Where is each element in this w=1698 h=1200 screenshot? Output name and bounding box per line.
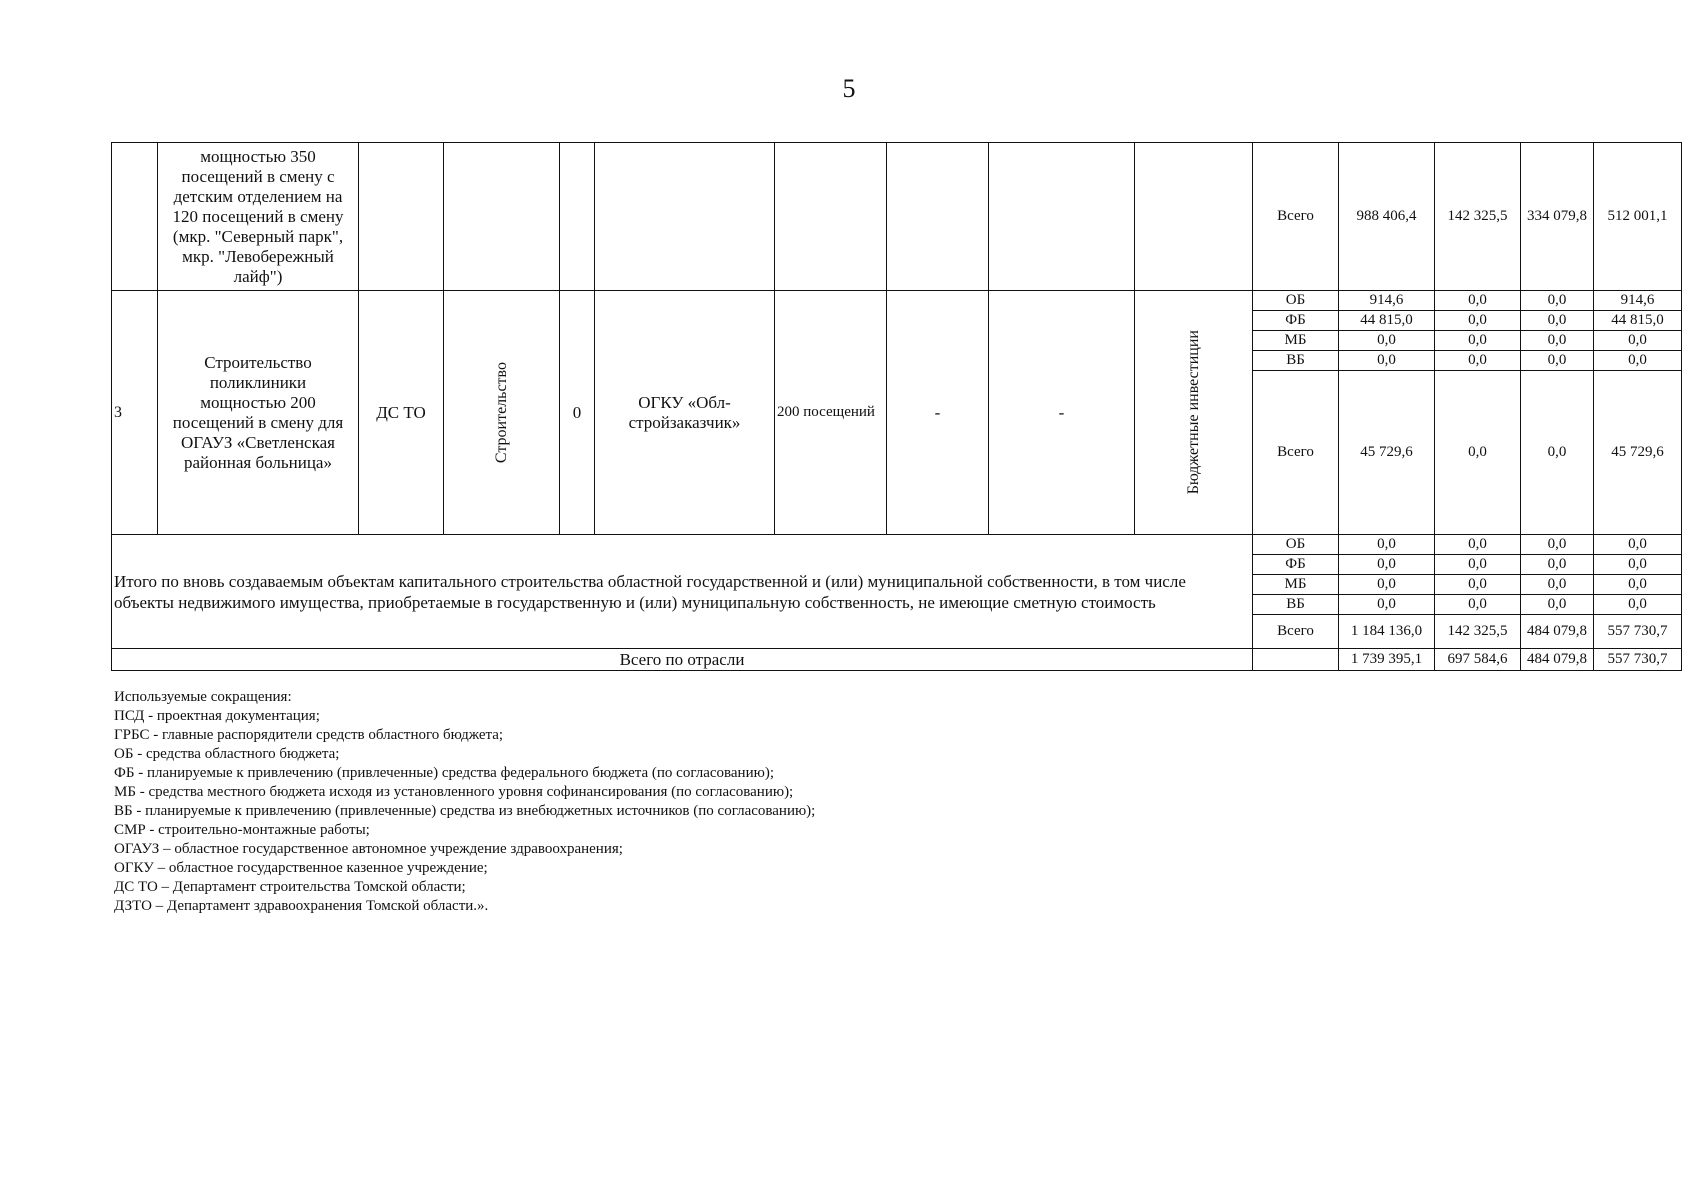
note-line: ГРБС - главные распорядители средств областного бюджета; xyxy=(114,727,504,743)
value-cell: 557 730,7 xyxy=(1594,615,1682,649)
note-line: МБ - средства местного бюджета исходя из установленного уровня софинансирования (по согласованию); xyxy=(114,784,794,800)
grbs-cell: ДС ТО xyxy=(359,291,444,535)
empty-cell xyxy=(1253,649,1339,671)
value-cell: 0,0 xyxy=(1435,595,1521,615)
empty-cell xyxy=(595,143,775,291)
value-cell: 44 815,0 xyxy=(1339,311,1435,331)
value-cell: 0,0 xyxy=(1521,351,1594,371)
fund-label: Всего xyxy=(1253,143,1339,291)
itogo-text: Итого по вновь создаваемым объектам капитального строительства областной государственной и (или) муниципальной собственности, в том числе объекты недвижимого имущества, приобретаемые в государственную и (или) муниципальную собственность, не имеющие сметную стоимость xyxy=(112,535,1253,649)
customer-line: стройзаказчик» xyxy=(628,412,741,432)
name-line: лайф") xyxy=(233,266,283,286)
note-line: ДС ТО – Департамент строительства Томской области; xyxy=(114,879,466,895)
note-line: ВБ - планируемые к привлечению (привлеченные) средства из внебюджетных источников (по согласованию); xyxy=(114,803,816,819)
value-cell: 697 584,6 xyxy=(1435,649,1521,671)
value-cell: 0,0 xyxy=(1435,311,1521,331)
value-cell: 0,0 xyxy=(1339,351,1435,371)
name-line: посещений в смену для xyxy=(172,412,344,432)
value-cell: 988 406,4 xyxy=(1339,143,1435,291)
page-number: 5 xyxy=(842,74,856,103)
value-cell: 142 325,5 xyxy=(1435,615,1521,649)
note-line: ПСД - проектная документация; xyxy=(114,708,320,724)
work-type-text: Строительство xyxy=(492,361,510,464)
capacity-cell: 200 посещений xyxy=(775,291,887,535)
value-cell: 0,0 xyxy=(1339,575,1435,595)
value-cell: 512 001,1 xyxy=(1594,143,1682,291)
value-cell: 142 325,5 xyxy=(1435,143,1521,291)
zero-cell: 0 xyxy=(560,291,595,535)
empty-cell xyxy=(775,143,887,291)
value-cell: 914,6 xyxy=(1594,291,1682,311)
note-line: СМР - строительно-монтажные работы; xyxy=(114,822,370,838)
num-cell xyxy=(112,143,158,291)
financing-form-cell xyxy=(1135,291,1253,535)
fund-label: ОБ xyxy=(1253,291,1339,311)
name-line: районная больница» xyxy=(184,452,332,472)
value-cell: 45 729,6 xyxy=(1594,371,1682,535)
dash-cell: - xyxy=(887,291,989,535)
value-cell: 0,0 xyxy=(1339,555,1435,575)
fund-label: ФБ xyxy=(1253,311,1339,331)
fund-label: Всего xyxy=(1253,615,1339,649)
name-line: мощностью 200 xyxy=(200,392,316,412)
note-line: ОГАУЗ – областное государственное автономное учреждение здравоохранения; xyxy=(114,841,623,857)
value-cell: 0,0 xyxy=(1521,371,1594,535)
fund-label: ФБ xyxy=(1253,555,1339,575)
name-line: поликлиники xyxy=(209,372,307,392)
note-line: ДЗТО – Департамент здравоохранения Томской области.». xyxy=(114,898,489,914)
table-row xyxy=(112,649,1682,671)
value-cell: 0,0 xyxy=(1339,331,1435,351)
value-cell: 0,0 xyxy=(1594,535,1682,555)
name-line: мкр. "Левобережный xyxy=(182,246,334,266)
value-cell: 0,0 xyxy=(1435,351,1521,371)
fund-label: ВБ xyxy=(1253,351,1339,371)
value-cell: 0,0 xyxy=(1521,331,1594,351)
fund-label: МБ xyxy=(1253,575,1339,595)
investment-table xyxy=(111,142,1682,671)
num-cell: 3 xyxy=(112,291,158,535)
value-cell: 0,0 xyxy=(1435,555,1521,575)
fund-label: ВБ xyxy=(1253,595,1339,615)
fund-label: Всего xyxy=(1253,371,1339,535)
table-row xyxy=(112,291,1682,311)
name-line: (мкр. "Северный парк", xyxy=(172,226,344,246)
name-line: посещений в смену с xyxy=(181,166,335,186)
empty-cell xyxy=(887,143,989,291)
value-cell: 334 079,8 xyxy=(1521,143,1594,291)
table-row xyxy=(112,535,1682,555)
value-cell: 0,0 xyxy=(1435,575,1521,595)
value-cell: 0,0 xyxy=(1435,291,1521,311)
value-cell: 0,0 xyxy=(1435,535,1521,555)
dash-cell: - xyxy=(989,291,1135,535)
name-line: детским отделением на xyxy=(173,186,343,206)
fund-label: ОБ xyxy=(1253,535,1339,555)
value-cell: 0,0 xyxy=(1594,555,1682,575)
value-cell: 0,0 xyxy=(1594,331,1682,351)
note-line: ОБ - средства областного бюджета; xyxy=(114,746,340,762)
sector-total-label: Всего по отрасли xyxy=(112,649,1253,671)
empty-cell xyxy=(1135,143,1253,291)
name-line: мощностью 350 xyxy=(200,146,316,166)
value-cell: 1 184 136,0 xyxy=(1339,615,1435,649)
work-type-cell xyxy=(444,291,560,535)
value-cell: 484 079,8 xyxy=(1521,649,1594,671)
value-cell: 0,0 xyxy=(1594,595,1682,615)
value-cell: 44 815,0 xyxy=(1594,311,1682,331)
value-cell: 0,0 xyxy=(1521,555,1594,575)
value-cell: 914,6 xyxy=(1339,291,1435,311)
value-cell: 0,0 xyxy=(1521,595,1594,615)
empty-cell xyxy=(560,143,595,291)
value-cell: 0,0 xyxy=(1435,331,1521,351)
value-cell: 484 079,8 xyxy=(1521,615,1594,649)
value-cell: 0,0 xyxy=(1594,575,1682,595)
empty-cell xyxy=(444,143,560,291)
note-line: ОГКУ – областное государственное казенное учреждение; xyxy=(114,860,488,876)
value-cell: 0,0 xyxy=(1339,595,1435,615)
fund-label: МБ xyxy=(1253,331,1339,351)
value-cell: 0,0 xyxy=(1339,535,1435,555)
note-line: Используемые сокращения: xyxy=(114,689,292,705)
customer-line: ОГКУ «Обл- xyxy=(638,392,731,412)
object-name-cell xyxy=(158,143,359,291)
value-cell: 1 739 395,1 xyxy=(1339,649,1435,671)
value-cell: 0,0 xyxy=(1521,291,1594,311)
name-line: ОГАУЗ «Светленская xyxy=(181,432,335,452)
value-cell: 557 730,7 xyxy=(1594,649,1682,671)
value-cell: 0,0 xyxy=(1594,351,1682,371)
customer-cell xyxy=(595,291,775,535)
financing-form-text: Бюджетные инвестиции xyxy=(1184,330,1202,495)
value-cell: 45 729,6 xyxy=(1339,371,1435,535)
value-cell: 0,0 xyxy=(1521,311,1594,331)
object-name-cell xyxy=(158,291,359,535)
value-cell: 0,0 xyxy=(1521,575,1594,595)
value-cell: 0,0 xyxy=(1435,371,1521,535)
name-line: Строительство xyxy=(204,352,312,372)
note-line: ФБ - планируемые к привлечению (привлеченные) средства федерального бюджета (по согласованию); xyxy=(114,765,774,781)
value-cell: 0,0 xyxy=(1521,535,1594,555)
name-line: 120 посещений в смену xyxy=(172,206,344,226)
abbreviations-notes xyxy=(114,688,815,916)
empty-cell xyxy=(359,143,444,291)
empty-cell xyxy=(989,143,1135,291)
table-row xyxy=(112,143,1682,291)
